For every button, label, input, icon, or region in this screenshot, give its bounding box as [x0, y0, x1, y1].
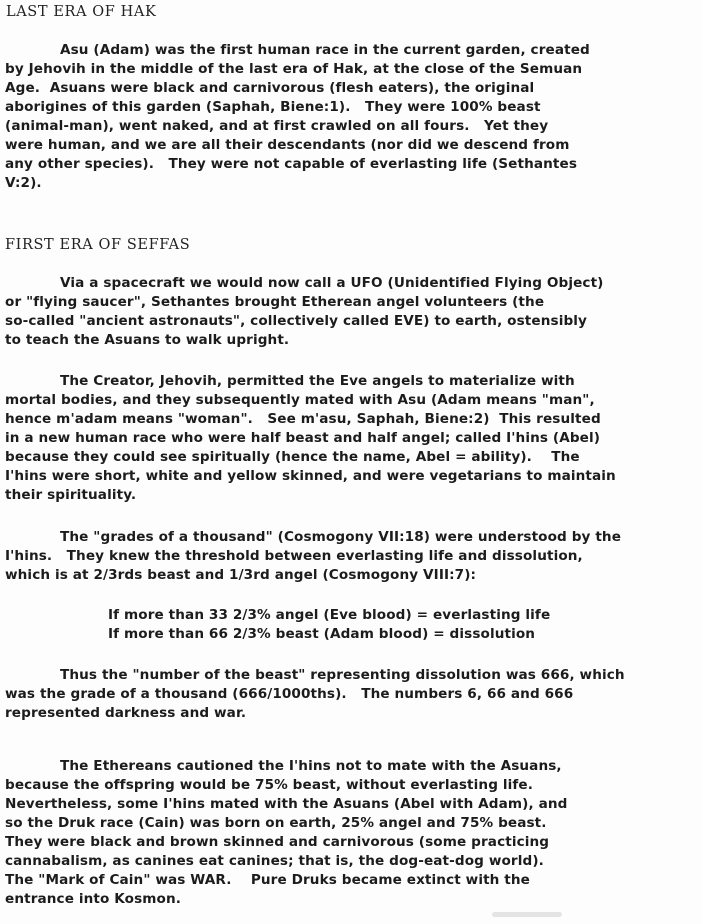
- text-line: cannabalism, as canines eat canines; that is, the dog-eat-dog world).: [5, 853, 544, 869]
- text-line: was the grade of a thousand (666/1000ths). The numbers 6, 66 and 666: [5, 686, 574, 702]
- text-line: If more than 33 2/3% angel (Eve blood) = everlasting life: [108, 607, 551, 623]
- text-line: V:2).: [5, 175, 42, 191]
- text-line: entrance into Kosmon.: [5, 891, 182, 907]
- text-line: Thus the "number of the beast" representing dissolution was 666, which: [60, 667, 625, 683]
- text-line: to teach the Asuans to walk upright.: [5, 332, 290, 348]
- text-line: were human, and we are all their descendants (nor did we descend from: [5, 137, 570, 153]
- text-line: their spirituality.: [5, 487, 137, 503]
- section-heading: FIRST ERA OF SEFFAS: [5, 237, 191, 253]
- text-line: (animal-man), went naked, and at first crawled on all fours. Yet they: [5, 118, 549, 134]
- scan-smudge: [492, 912, 562, 917]
- text-line: in a new human race who were half beast and half angel; called I'hins (Abel): [5, 430, 601, 446]
- text-line: Asu (Adam) was the first human race in the current garden, created: [60, 42, 590, 58]
- text-line: Nevertheless, some I'hins mated with the Asuans (Abel with Adam), and: [5, 796, 568, 812]
- text-line: so the Druk race (Cain) was born on earth, 25% angel and 75% beast.: [5, 815, 547, 831]
- text-line: hence m'adam means "woman". See m'asu, Saphah, Biene:2) This resulted: [5, 411, 601, 427]
- text-line: because the offspring would be 75% beast, without everlasting life.: [5, 777, 533, 793]
- text-line: aborigines of this garden (Saphah, Biene:1). They were 100% beast: [5, 99, 541, 115]
- text-line: mortal bodies, and they subsequently mated with Asu (Adam means "man",: [5, 392, 595, 408]
- text-line: If more than 66 2/3% beast (Adam blood) = dissolution: [108, 626, 536, 642]
- text-line: They were black and brown skinned and carnivorous (some practicing: [5, 834, 550, 850]
- text-line: The Creator, Jehovih, permitted the Eve angels to materialize with: [60, 373, 575, 389]
- text-line: The "grades of a thousand" (Cosmogony VII:18) were understood by the: [60, 529, 622, 545]
- text-line: which is at 2/3rds beast and 1/3rd angel (Cosmogony VIII:7):: [5, 567, 477, 583]
- text-line: so-called "ancient astronauts", collectively called EVE) to earth, ostensibly: [5, 313, 588, 329]
- text-line: any other species). They were not capable of everlasting life (Sethantes: [5, 156, 578, 172]
- text-line: The Ethereans cautioned the I'hins not to mate with the Asuans,: [60, 758, 562, 774]
- text-line: Age. Asuans were black and carnivorous (flesh eaters), the original: [5, 80, 535, 96]
- text-line: because they could see spiritually (hence the name, Abel = ability). The: [5, 449, 580, 465]
- section-heading: LAST ERA OF HAK: [6, 4, 157, 20]
- text-line: Via a spacecraft we would now call a UFO (Unidentified Flying Object): [60, 275, 604, 291]
- text-line: represented darkness and war.: [5, 705, 247, 721]
- text-line: by Jehovih in the middle of the last era of Hak, at the close of the Semuan: [5, 61, 583, 77]
- text-line: The "Mark of Cain" was WAR. Pure Druks became extinct with the: [5, 872, 530, 888]
- text-line: I'hins. They knew the threshold between everlasting life and dissolution,: [5, 548, 583, 564]
- text-line: I'hins were short, white and yellow skinned, and were vegetarians to maintain: [5, 468, 616, 484]
- text-line: or "flying saucer", Sethantes brought Etherean angel volunteers (the: [5, 294, 545, 310]
